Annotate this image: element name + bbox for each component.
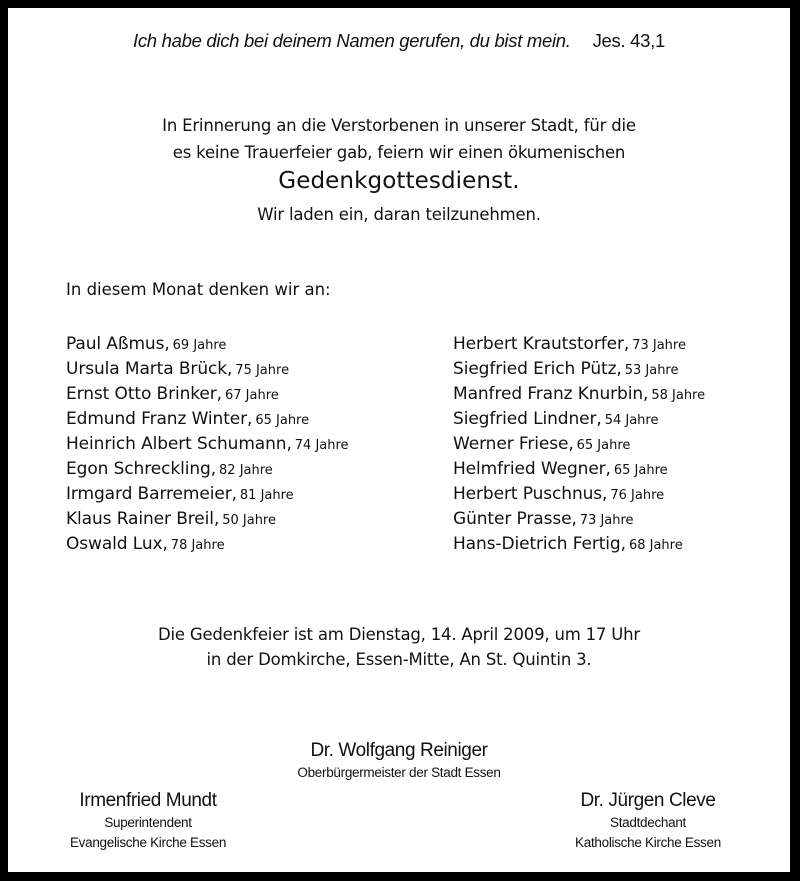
ceremony-details <box>8 622 790 672</box>
signature-protestant <box>28 789 268 853</box>
list-item: Irmgard Barremeier, 81 Jahre <box>66 484 294 504</box>
intro-line-2: es keine Trauerfeier gab, feiern wir einen ökumenischen <box>172 143 626 162</box>
list-item: Heinrich Albert Schumann, 74 Jahre <box>66 434 349 454</box>
list-item: Helmfried Wegner, 65 Jahre <box>453 459 668 479</box>
obituary-notice <box>8 8 790 872</box>
signatory-organization: Evangelische Kirche Essen <box>69 835 227 850</box>
deceased-list-right <box>453 331 705 556</box>
ceremony-location-line: in der Domkirche, Essen-Mitte, An St. Quintin 3. <box>206 650 592 669</box>
list-item: Herbert Krautstorfer, 73 Jahre <box>453 334 686 354</box>
list-item: Siegfried Erich Pütz, 53 Jahre <box>453 359 679 379</box>
signatory-name: Dr. Wolfgang Reiniger <box>310 740 488 761</box>
list-item: Ursula Marta Brück, 75 Jahre <box>66 359 290 379</box>
deceased-list-left <box>66 331 349 556</box>
intro-line-1: In Erinnerung an die Verstorbenen in unserer Stadt, für die <box>162 116 636 135</box>
intro-text <box>8 112 790 166</box>
signatory-organization: Katholische Kirche Essen <box>575 835 721 850</box>
ceremony-date-line: Die Gedenkfeier ist am Dienstag, 14. April 2009, um 17 Uhr <box>157 625 640 644</box>
list-item: Werner Friese, 65 Jahre <box>453 434 631 454</box>
memorial-heading: In diesem Monat denken wir an: <box>66 280 331 299</box>
list-item: Egon Schreckling, 82 Jahre <box>66 459 273 479</box>
list-item: Oswald Lux, 78 Jahre <box>66 534 225 554</box>
signatory-role: Stadtdechant <box>610 815 686 830</box>
signatory-name: Dr. Jürgen Cleve <box>580 790 716 811</box>
verse-reference: Jes. 43,1 <box>592 30 665 51</box>
invitation-text: Wir laden ein, daran teilzunehmen. <box>257 205 541 224</box>
list-item: Siegfried Lindner, 54 Jahre <box>453 409 659 429</box>
signature-catholic <box>528 789 768 853</box>
list-item: Ernst Otto Brinker, 67 Jahre <box>66 384 279 404</box>
list-item: Manfred Franz Knurbin, 58 Jahre <box>453 384 706 404</box>
signature-mayor <box>8 739 790 783</box>
verse-text: Ich habe dich bei deinem Namen gerufen, du bist mein. <box>132 30 571 51</box>
bible-verse <box>8 30 790 52</box>
list-item: Herbert Puschnus, 76 Jahre <box>453 484 665 504</box>
list-item: Hans-Dietrich Fertig, 68 Jahre <box>453 534 683 554</box>
list-item: Paul Aßmus, 69 Jahre <box>66 334 227 354</box>
service-title: Gedenkgottesdienst. <box>278 168 520 194</box>
list-item: Klaus Rainer Breil, 50 Jahre <box>66 509 276 529</box>
list-item: Günter Prasse, 73 Jahre <box>453 509 634 529</box>
signatory-name: Irmenfried Mundt <box>79 790 217 811</box>
signatory-role: Superintendent <box>104 815 192 830</box>
list-item: Edmund Franz Winter, 65 Jahre <box>66 409 310 429</box>
signatory-role: Oberbürgermeister der Stadt Essen <box>297 765 501 780</box>
